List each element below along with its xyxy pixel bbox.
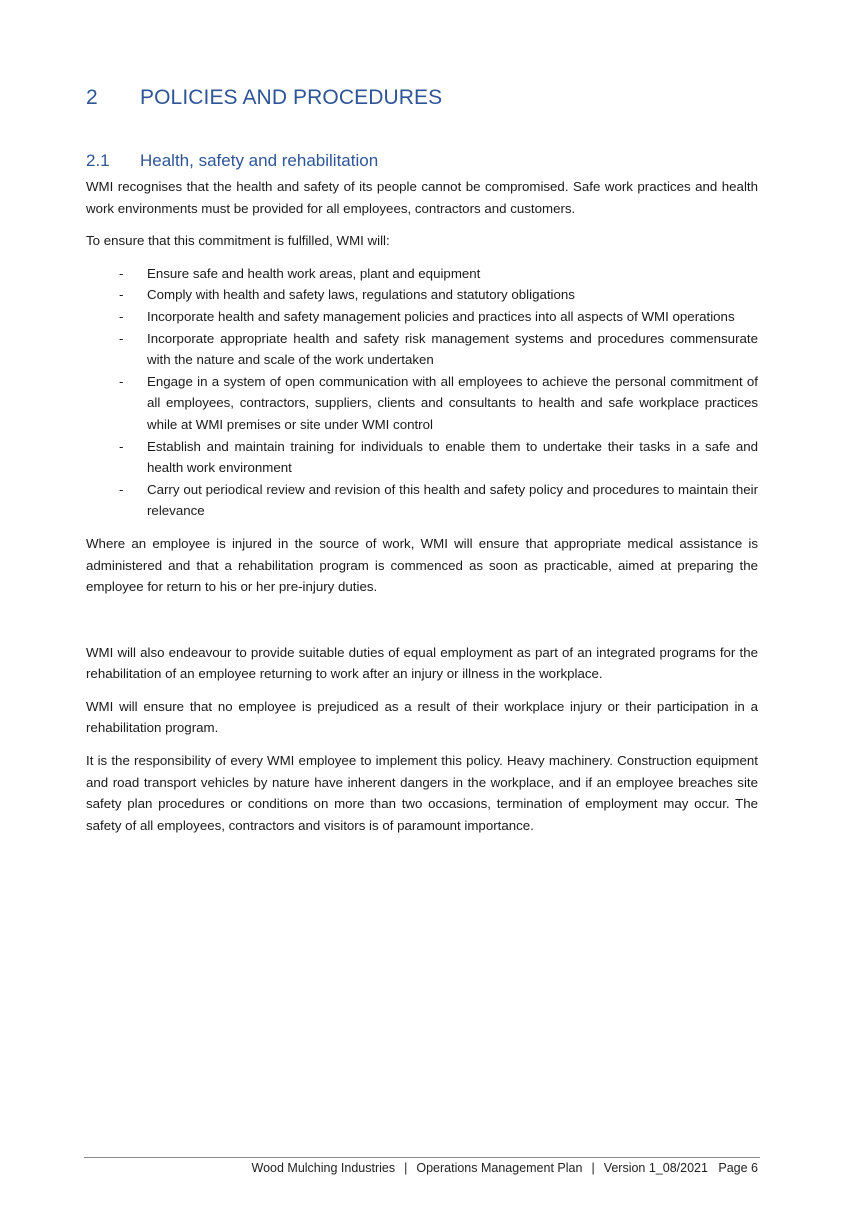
list-item-text: Ensure safe and health work areas, plant and equipment	[147, 265, 481, 281]
duties-paragraph: WMI will also endeavour to provide suitable duties of equal employment as part of an integrated programs for the rehabilitation of an employee returning to work after an injury or illness in the workplace.	[86, 644, 758, 682]
bullet-marker: -	[119, 265, 124, 281]
blank-spacer	[86, 598, 758, 642]
footer-separator: |	[404, 1161, 408, 1175]
section-number: 2	[86, 86, 98, 109]
list-item	[86, 436, 758, 479]
list-item	[86, 479, 758, 522]
bullet-marker: -	[119, 330, 124, 346]
footer-rule	[84, 1157, 760, 1158]
intro-paragraph: WMI recognises that the health and safety of its people cannot be compromised. Safe work practices and health work environments must be provided for all employees, contractors and customers.	[86, 179, 758, 216]
section-title: POLICIES AND PROCEDURES	[140, 86, 443, 109]
responsibility-paragraph: It is the responsibility of every WMI employee to implement this policy. Heavy machinery. Construction equipment and road transport vehicles by nature have inherent dangers in the workplace, and if an employee breaches site safety plan procedures or conditions on more than two occasions, termination of employment may occur. The safety of all employees, contractors and visitors is of paramount importance.	[86, 753, 758, 833]
list-item	[86, 263, 758, 285]
list-item-text: Establish and maintain training for individuals to enable them to undertake their tasks in a safe and health work environment	[147, 438, 758, 476]
body-content	[86, 176, 758, 836]
footer-version: Version 1_08/2021	[603, 1161, 708, 1175]
footer-separator: |	[591, 1161, 595, 1175]
list-item-text: Engage in a system of open communication with all employees to achieve the personal commitment of all employees, contractors, suppliers, clients and consultants to health and safe workplace practices while at WMI premises or site under WMI control	[147, 373, 758, 432]
bullet-marker: -	[119, 287, 124, 303]
commitment-list	[86, 263, 758, 522]
bullet-marker: -	[119, 481, 124, 497]
injury-paragraph: Where an employee is injured in the source of work, WMI will ensure that appropriate medical assistance is administered and that a rehabilitation program is commenced as soon as practicable, aimed at preparing the employee for return to his or her pre-injury duties.	[86, 535, 758, 595]
list-item-text: Carry out periodical review and revision of this health and safety policy and procedures to maintain their relevance	[147, 481, 758, 519]
bullet-marker: -	[119, 308, 124, 324]
page-footer	[252, 1161, 758, 1175]
list-item	[86, 306, 758, 328]
list-item-text: Incorporate appropriate health and safety risk management systems and procedures commensurate with the nature and scale of the work undertaken	[147, 330, 758, 368]
bullet-marker: -	[119, 438, 124, 454]
footer-page-number: Page 6	[718, 1161, 758, 1175]
prejudice-paragraph: WMI will ensure that no employee is prejudiced as a result of their workplace injury or their participation in a rehabilitation program.	[86, 698, 758, 736]
footer-document: Operations Management Plan	[416, 1161, 583, 1175]
section-heading	[86, 86, 442, 116]
lead-paragraph: To ensure that this commitment is fulfilled, WMI will:	[86, 233, 390, 249]
list-item-text: Incorporate health and safety management policies and practices into all aspects of WMI operations	[147, 308, 735, 324]
footer-company: Wood Mulching Industries	[251, 1161, 396, 1175]
list-item-text: Comply with health and safety laws, regulations and statutory obligations	[147, 287, 575, 303]
subsection-title: Health, safety and rehabilitation	[140, 151, 379, 170]
list-item	[86, 371, 758, 436]
subsection-heading	[86, 151, 378, 173]
subsection-number: 2.1	[86, 151, 110, 170]
list-item	[86, 284, 758, 306]
bullet-marker: -	[119, 373, 124, 389]
list-item	[86, 328, 758, 371]
